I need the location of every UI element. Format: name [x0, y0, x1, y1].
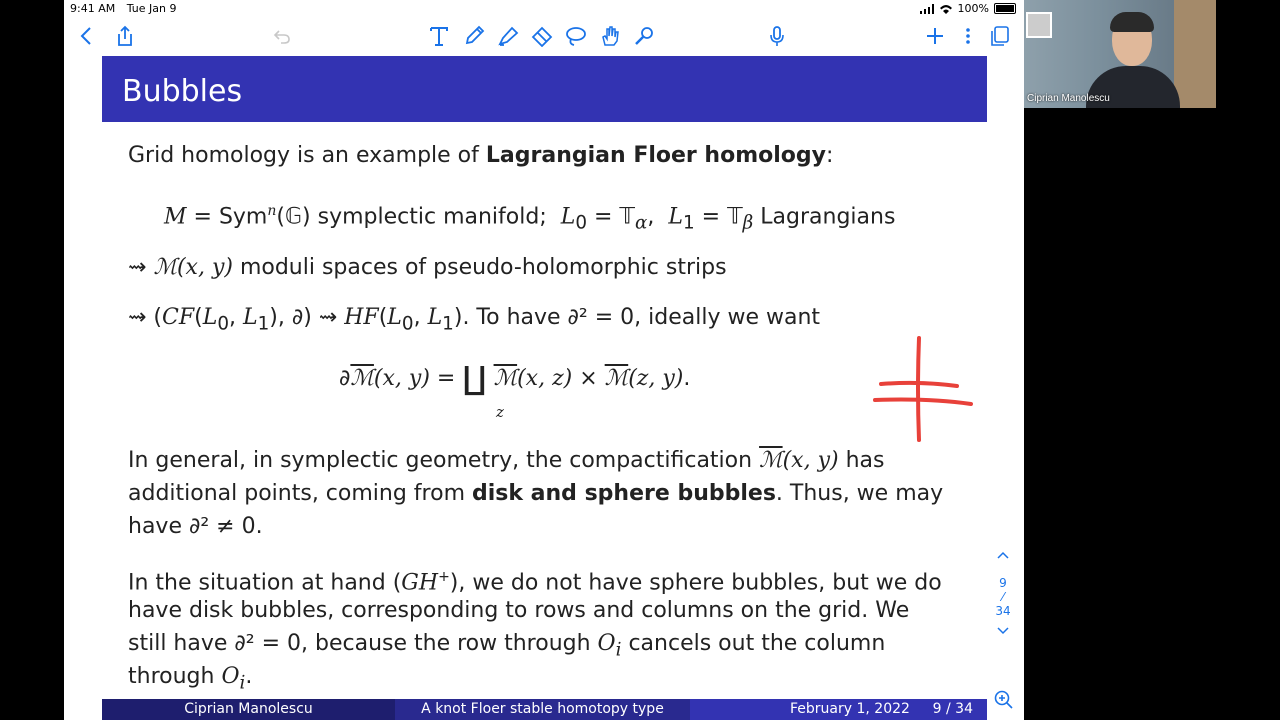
wifi-icon: [939, 4, 953, 14]
coproduct-index: z: [496, 403, 504, 421]
slide-footer: [102, 699, 987, 720]
slide-title: Bubbles: [122, 74, 243, 109]
video-participant-name: Ciprian Manolescu: [1027, 93, 1110, 104]
zoom-icon[interactable]: [994, 690, 1014, 710]
eraser-icon[interactable]: [528, 22, 556, 50]
page-slash: ⁄: [1001, 590, 1004, 604]
boundary-equation: ∂ℳ(x, y) = ∐ ℳ(x, z) × ℳ(z, y).: [339, 359, 691, 397]
status-time: 9:41 AM: [70, 2, 116, 15]
highlighter-icon[interactable]: [494, 22, 522, 50]
add-icon[interactable]: [921, 22, 949, 50]
slide: [102, 56, 987, 720]
footer-page: 9 / 34: [932, 701, 973, 717]
pages-icon[interactable]: [986, 22, 1014, 50]
footer-author: Ciprian Manolescu: [102, 699, 395, 720]
slide-para-3-line-3: still have ∂² = 0, because the row through $O_i$ cancels out the column: [128, 631, 886, 661]
line1-text: Grid homology is an example of: [128, 143, 486, 168]
page-down-icon[interactable]: [992, 624, 1014, 638]
slide-title-bar: [102, 56, 987, 122]
para2-l2-post: . Thus, we may: [775, 481, 944, 506]
slide-line-3: ⇝ ℳ(x, y) moduli spaces of pseudo-holomorphic strips: [128, 255, 727, 280]
page-up-icon[interactable]: [992, 548, 1014, 562]
annotation-toolbar: [64, 18, 1024, 54]
microphone-icon[interactable]: [763, 22, 791, 50]
handwritten-cross-annotation: [869, 334, 979, 446]
line4-text: . To have ∂² = 0, ideally we want: [462, 305, 821, 330]
line3-text: moduli spaces of pseudo-holomorphic strips: [239, 255, 727, 280]
slide-para-2-line-2: [128, 477, 943, 510]
slide-line-4: ⇝ ($CF(L_0$, $L_1$), ∂) ⇝ $HF(L_0$, $L_1$). To have ∂² = 0, ideally we want: [128, 305, 821, 335]
wall-picture: [1026, 12, 1052, 38]
line2-manifold: symplectic manifold;: [317, 204, 547, 230]
para3-l4-text: through: [128, 664, 222, 689]
para2-l1-text: In general, in symplectic geometry, the compactification: [128, 448, 760, 473]
share-icon[interactable]: [111, 22, 139, 50]
line2-lagrangians: Lagrangians: [760, 204, 896, 230]
page-total: 34: [995, 604, 1011, 618]
slide-para-3-line-1: In the situation at hand (GH+), we do not have sphere bubbles, but we do: [128, 569, 942, 596]
slide-para-2-line-1: In general, in symplectic geometry, the compactification ℳ(x, y) has: [128, 448, 885, 473]
para3-l3-post: cancels out the column: [621, 631, 886, 656]
footer-date-page: [690, 699, 987, 720]
speaker-video-tile: [1024, 0, 1216, 108]
slide-line-1: [128, 139, 833, 172]
undo-icon[interactable]: [268, 22, 296, 50]
pen-icon[interactable]: [460, 22, 488, 50]
status-bar: [64, 0, 1024, 18]
line1-post: :: [826, 143, 834, 168]
line1-bold: Lagrangian Floer homology: [485, 143, 826, 168]
para3-l3-text: still have ∂² = 0, because the row through: [128, 631, 598, 656]
footer-talk-title: A knot Floer stable homotopy type: [395, 699, 690, 720]
slide-para-3-line-4: through $O_i$.: [128, 664, 253, 694]
lasso-icon[interactable]: [562, 22, 590, 50]
slide-para-3-line-2: have disk bubbles, corresponding to rows and columns on the grid. We: [128, 598, 910, 623]
hand-icon[interactable]: [596, 22, 624, 50]
ipad-screen: [64, 0, 1024, 720]
battery-icon: [994, 3, 1016, 14]
more-icon[interactable]: [954, 22, 982, 50]
para3-l1-text: In the situation at hand (: [128, 570, 402, 596]
para2-l1-post: has: [838, 448, 885, 473]
signal-icon: [920, 4, 934, 14]
slide-para-2-line-3: have ∂² ≠ 0.: [128, 514, 263, 539]
bookshelf: [1174, 0, 1216, 108]
back-chevron-icon[interactable]: [72, 22, 100, 50]
footer-date: February 1, 2022: [790, 701, 910, 717]
para3-l1-post: ), we do not have sphere bubbles, but we do: [449, 570, 942, 596]
battery-percent: 100%: [957, 2, 989, 15]
status-date: Tue Jan 9: [126, 2, 177, 15]
para2-l2-bold: disk and sphere bubbles: [472, 481, 776, 506]
laser-pointer-icon[interactable]: [630, 22, 658, 50]
page-navigator: [992, 548, 1014, 658]
text-tool-icon[interactable]: [425, 22, 453, 50]
speaker-hair: [1110, 12, 1154, 32]
slide-line-2: M = Sym$^n$(𝔾) symplectic manifold; $L_0$ = 𝕋$_\alpha$, $L_1$ = 𝕋$_\beta$ Lagrangians: [164, 203, 896, 234]
para2-l2-text: additional points, coming from: [128, 481, 472, 506]
page-current: 9: [999, 576, 1007, 590]
